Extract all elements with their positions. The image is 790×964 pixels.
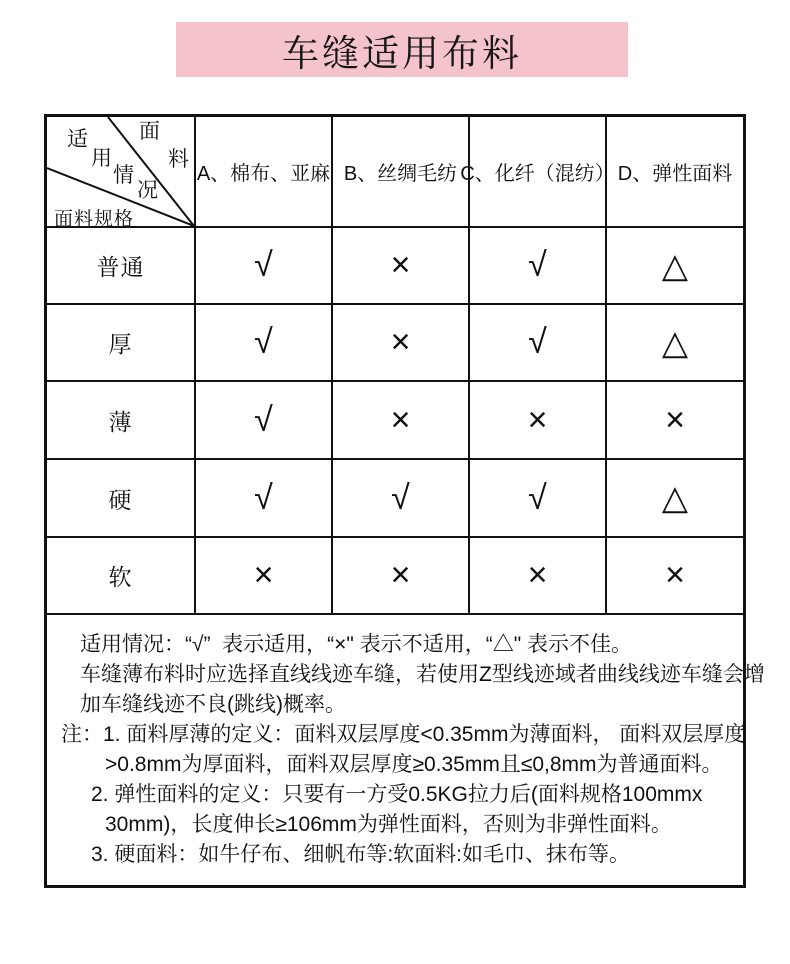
cell-symbol: × (333, 382, 470, 460)
note-line-1b: >0.8mm为厚面料，面料双层厚度≥0.35mm且≤0,8mm为普通面料。 (105, 753, 723, 776)
cell-symbol: △ (607, 305, 743, 382)
note-line: 加车缝线迹不良(跳线)概率。 (80, 693, 346, 716)
cell-symbol: √ (196, 382, 333, 460)
column-header-a: A、棉布、亚麻 (196, 117, 333, 228)
cell-symbol: √ (196, 228, 333, 305)
row-label-soft: 软 (47, 538, 196, 615)
corner-label-fabric-char: 料 (168, 148, 189, 171)
note-line-3: 3. 硬面料：如牛仔布、细帆布等:软面料:如毛巾、抹布等。 (91, 843, 631, 866)
corner-label-suitability-char: 适 (67, 128, 88, 151)
note-line-2b: 30mm)，长度伸长≥106mm为弹性面料，否则为非弹性面料。 (105, 813, 672, 836)
cell-symbol: △ (607, 228, 743, 305)
cell-symbol: √ (470, 305, 607, 382)
cell-symbol: × (196, 538, 333, 615)
corner-label-fabric-spec: 面料规格 (54, 209, 135, 230)
cell-symbol: × (607, 538, 743, 615)
cell-symbol: × (333, 538, 470, 615)
corner-label-suitability-char: 用 (91, 147, 112, 170)
notes-section (47, 615, 765, 885)
cell-symbol: √ (470, 460, 607, 538)
cell-symbol: √ (196, 305, 333, 382)
cell-symbol: × (470, 382, 607, 460)
cell-symbol: × (470, 538, 607, 615)
cell-symbol: √ (333, 460, 470, 538)
column-header-d: D、弹性面料 (607, 117, 743, 228)
corner-label-suitability-char: 况 (137, 179, 158, 202)
row-label-thin: 薄 (47, 382, 196, 460)
note-line-1: 注：1. 面料厚薄的定义：面料双层厚度<0.35mm为薄面料， 面料双层厚度 (61, 723, 746, 746)
cell-symbol: √ (196, 460, 333, 538)
cell-symbol: △ (607, 460, 743, 538)
note-line: 车缝薄布料时应选择直线线迹车缝，若使用Z型线迹域者曲线线迹车缝会增 (80, 663, 765, 686)
cell-symbol: × (333, 228, 470, 305)
column-header-b: B、丝绸毛纺 (333, 117, 470, 228)
cell-symbol: √ (470, 228, 607, 305)
fabric-suitability-table (44, 114, 765, 888)
note-line-2: 2. 弹性面料的定义：只要有一方受0.5KG拉力后(面料规格100mmx (91, 783, 703, 806)
legend-line: 适用情况：“√” 表示适用，“×" 表示不适用，“△" 表示不佳。 (80, 633, 633, 656)
cell-symbol: × (607, 382, 743, 460)
cell-symbol: × (333, 305, 470, 382)
title-banner (176, 22, 628, 77)
row-label-hard: 硬 (47, 460, 196, 538)
corner-label-suitability-char: 情 (113, 164, 134, 187)
row-label-normal: 普通 (47, 228, 196, 305)
table-corner-cell (47, 117, 196, 228)
column-header-c: C、化纤（混纺） (470, 117, 607, 228)
row-label-thick: 厚 (47, 305, 196, 382)
page-title: 车缝适用布料 (282, 32, 522, 74)
table-grid (47, 117, 743, 615)
corner-label-fabric-char: 面 (139, 120, 160, 143)
